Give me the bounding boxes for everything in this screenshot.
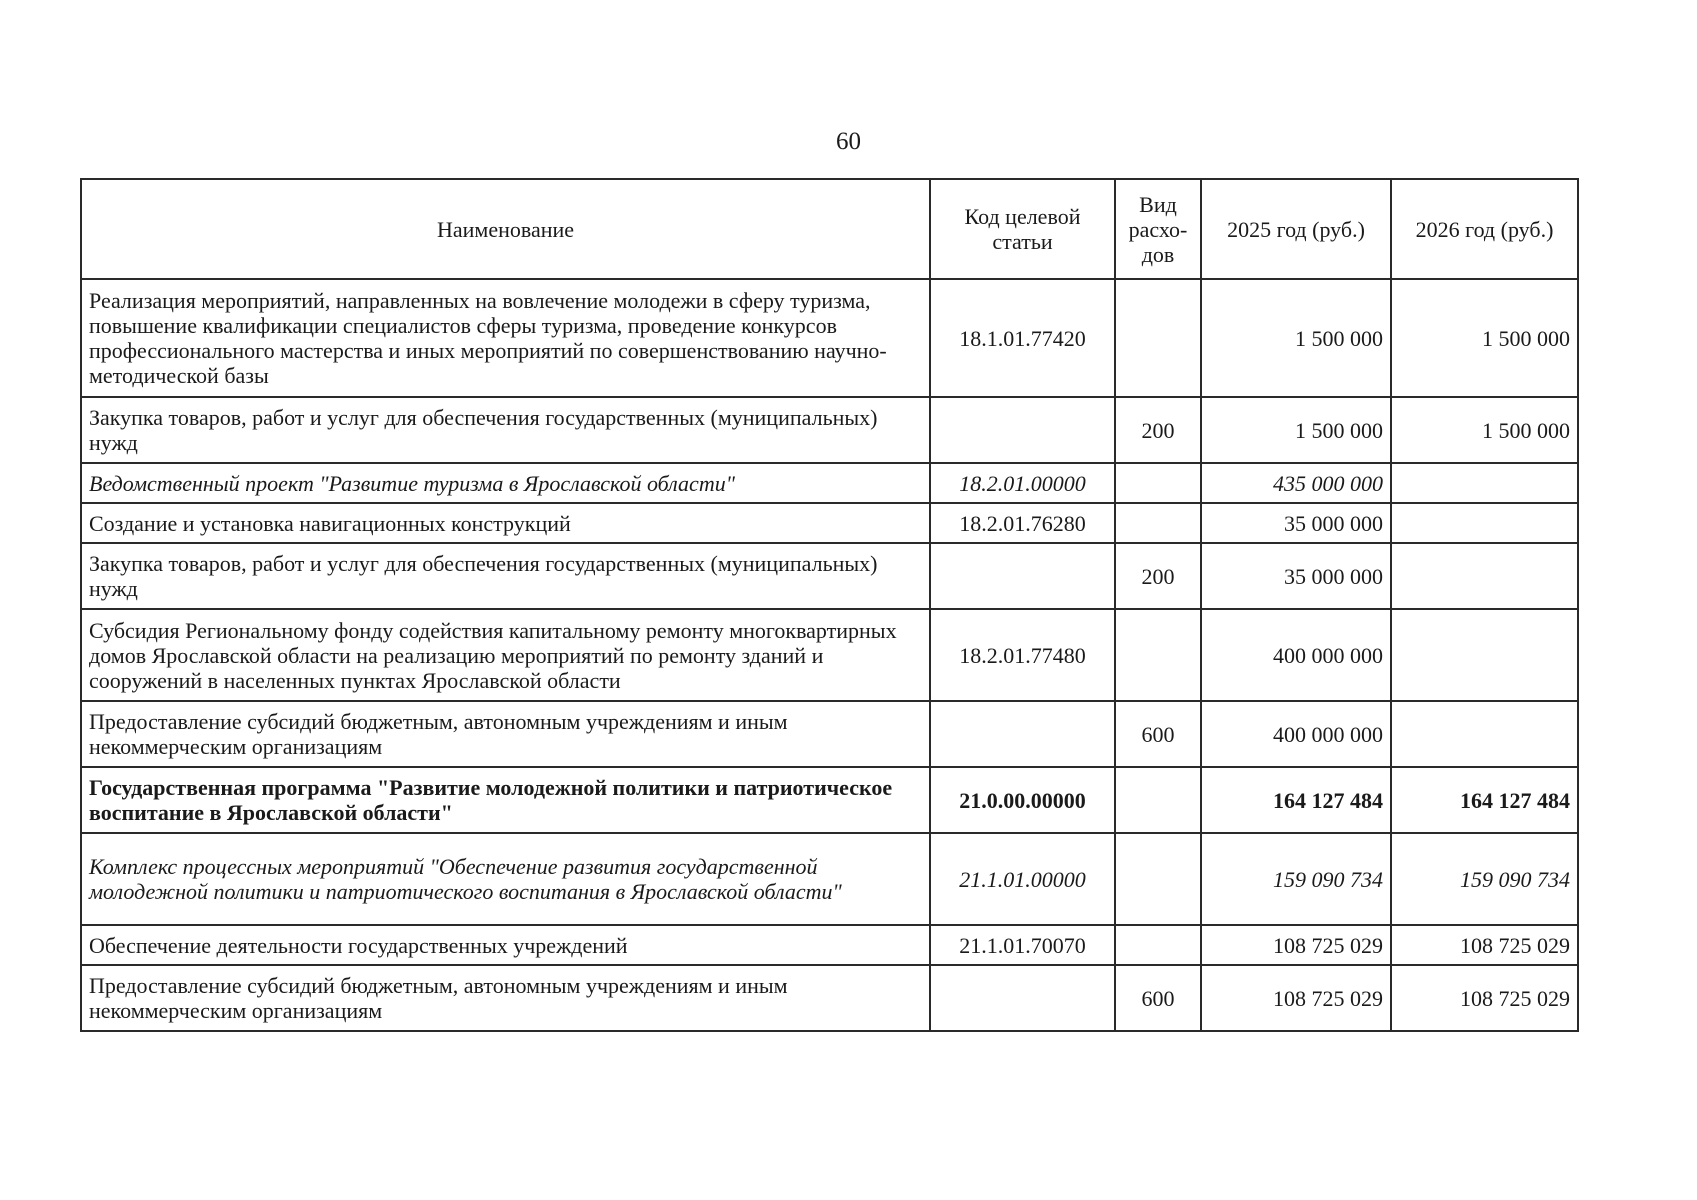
row-name: Ведомственный проект "Развитие туризма в Ярославской области" (81, 463, 930, 503)
row-code (930, 965, 1115, 1031)
row-amount-2025: 400 000 000 (1201, 609, 1391, 701)
row-name: Предоставление субсидий бюджетным, автономным учреждениям и иным некоммерческим организациям (81, 965, 930, 1031)
table-row (81, 609, 1578, 701)
header-row (81, 179, 1578, 279)
row-code: 18.2.01.00000 (930, 463, 1115, 503)
row-amount-2026 (1391, 701, 1578, 767)
table-row (81, 543, 1578, 609)
row-amount-2026: 1 500 000 (1391, 279, 1578, 397)
header-code: Код целевой статьи (930, 179, 1115, 279)
row-amount-2025: 35 000 000 (1201, 503, 1391, 543)
row-name: Предоставление субсидий бюджетным, автономным учреждениям и иным некоммерческим организациям (81, 701, 930, 767)
row-amount-2026: 159 090 734 (1391, 833, 1578, 925)
row-name: Субсидия Региональному фонду содействия капитальному ремонту многоквартирных домов Ярославской области на реализацию мероприятий по ремонту зданий и сооружений в населенных пунктах Ярославской области (81, 609, 930, 701)
row-code: 18.2.01.77480 (930, 609, 1115, 701)
row-name: Комплекс процессных мероприятий "Обеспечение развития государственной молодежной политики и патриотического воспитания в Ярославской области" (81, 833, 930, 925)
row-amount-2026: 164 127 484 (1391, 767, 1578, 833)
row-vid: 200 (1115, 543, 1201, 609)
row-amount-2026 (1391, 543, 1578, 609)
row-name: Обеспечение деятельности государственных учреждений (81, 925, 930, 965)
table-row (81, 965, 1578, 1031)
header-2025: 2025 год (руб.) (1201, 179, 1391, 279)
row-amount-2025: 435 000 000 (1201, 463, 1391, 503)
row-code: 21.1.01.70070 (930, 925, 1115, 965)
row-amount-2025: 108 725 029 (1201, 965, 1391, 1031)
table-body (81, 279, 1578, 1031)
row-code (930, 397, 1115, 463)
table-row (81, 503, 1578, 543)
budget-table (80, 178, 1579, 1032)
row-amount-2026 (1391, 463, 1578, 503)
row-amount-2026: 1 500 000 (1391, 397, 1578, 463)
row-code: 21.0.00.00000 (930, 767, 1115, 833)
row-code (930, 543, 1115, 609)
header-2026: 2026 год (руб.) (1391, 179, 1578, 279)
row-vid: 200 (1115, 397, 1201, 463)
row-amount-2026 (1391, 503, 1578, 543)
table-row (81, 925, 1578, 965)
row-amount-2025: 35 000 000 (1201, 543, 1391, 609)
row-name: Реализация мероприятий, направленных на вовлечение молодежи в сферу туризма, повышение квалификации специалистов сферы туризма, проведение конкурсов профессионального мастерства и иных мероприятий по совершенствованию научно-методической базы (81, 279, 930, 397)
row-amount-2026 (1391, 609, 1578, 701)
row-vid (1115, 925, 1201, 965)
row-code: 18.2.01.76280 (930, 503, 1115, 543)
row-vid: 600 (1115, 701, 1201, 767)
row-amount-2025: 159 090 734 (1201, 833, 1391, 925)
header-name: Наименование (81, 179, 930, 279)
row-amount-2025: 108 725 029 (1201, 925, 1391, 965)
row-vid (1115, 463, 1201, 503)
row-vid (1115, 503, 1201, 543)
table-row (81, 767, 1578, 833)
row-vid (1115, 279, 1201, 397)
row-code: 18.1.01.77420 (930, 279, 1115, 397)
page-number: 60 (836, 128, 861, 155)
table-row (81, 833, 1578, 925)
table-row (81, 701, 1578, 767)
row-vid (1115, 833, 1201, 925)
row-vid: 600 (1115, 965, 1201, 1031)
row-name: Создание и установка навигационных конструкций (81, 503, 930, 543)
row-amount-2026: 108 725 029 (1391, 925, 1578, 965)
table-row (81, 279, 1578, 397)
row-name: Закупка товаров, работ и услуг для обеспечения государственных (муниципальных) нужд (81, 397, 930, 463)
header-vid: Вид расхо-дов (1115, 179, 1201, 279)
row-vid (1115, 609, 1201, 701)
row-code (930, 701, 1115, 767)
row-amount-2025: 164 127 484 (1201, 767, 1391, 833)
row-name: Государственная программа "Развитие молодежной политики и патриотическое воспитание в Ярославской области" (81, 767, 930, 833)
row-vid (1115, 767, 1201, 833)
row-name: Закупка товаров, работ и услуг для обеспечения государственных (муниципальных) нужд (81, 543, 930, 609)
row-code: 21.1.01.00000 (930, 833, 1115, 925)
row-amount-2025: 1 500 000 (1201, 397, 1391, 463)
row-amount-2026: 108 725 029 (1391, 965, 1578, 1031)
table-row (81, 463, 1578, 503)
row-amount-2025: 400 000 000 (1201, 701, 1391, 767)
table-row (81, 397, 1578, 463)
row-amount-2025: 1 500 000 (1201, 279, 1391, 397)
